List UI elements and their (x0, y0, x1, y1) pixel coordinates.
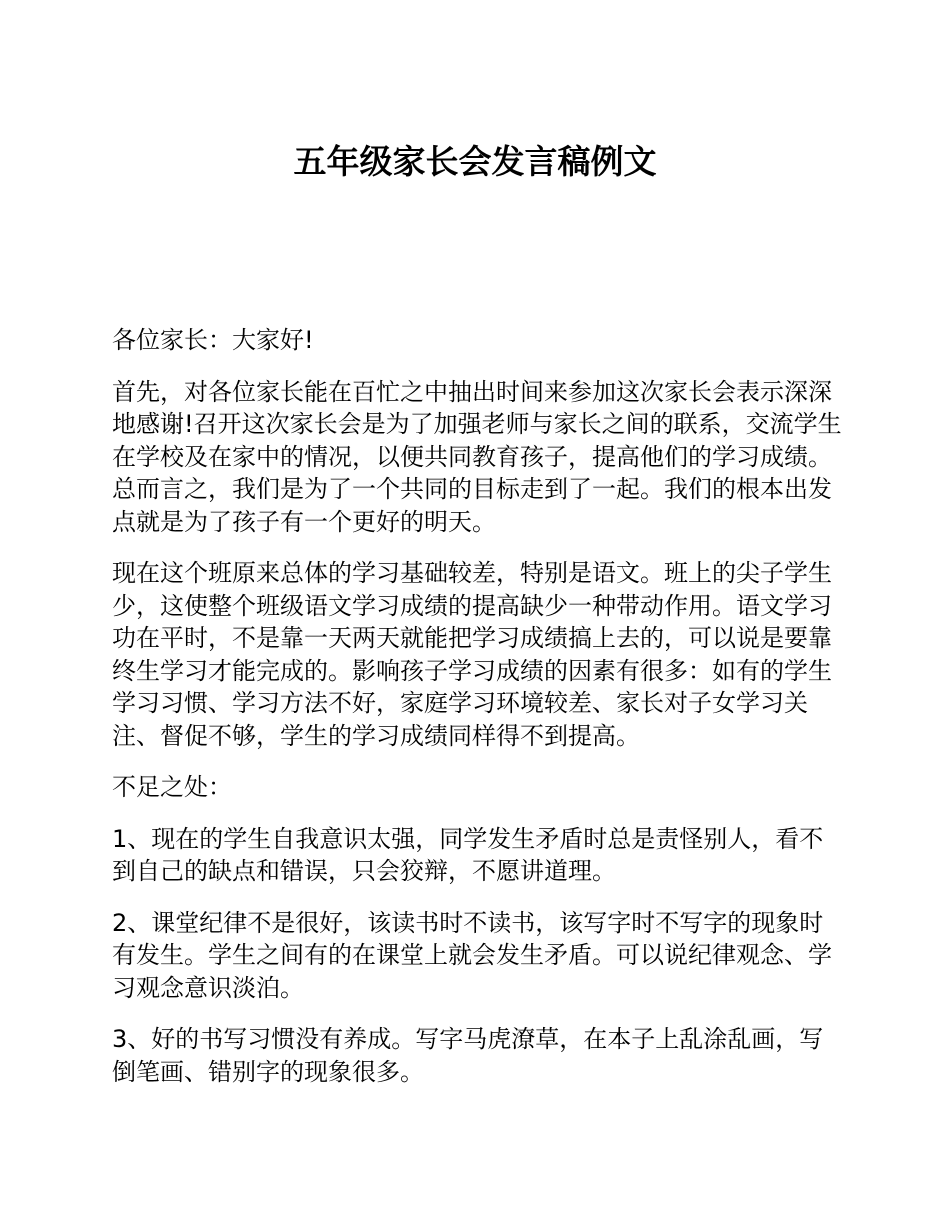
shortcoming-item-2: 2、课堂纪律不是很好，该读书时不读书，该写字时不写字的现象时有发生。学生之间有的在课堂上就会发生矛盾。可以说纪律观念、学习观念意识淡泊。 (112, 908, 832, 1002)
document-title: 五年级家长会发言稿例文 (293, 142, 657, 181)
document-body (112, 324, 847, 1107)
greeting-paragraph: 各位家长：大家好! (112, 326, 314, 354)
shortcomings-heading: 不足之处： (112, 773, 232, 801)
shortcoming-item-1: 1、现在的学生自我意识太强，同学发生矛盾时总是责怪别人，看不到自己的缺点和错误，只会狡辩，不愿讲道理。 (112, 824, 824, 885)
class-situation-paragraph: 现在这个班原来总体的学习基础较差，特别是语文。班上的尖子学生少，这使整个班级语文学习成绩的提高缺少一种带动作用。语文学习功在平时，不是靠一天两天就能把学习成绩搞上去的，可以说是要靠终生学习才能完成的。影响孩子学习成绩的因素有很多：如有的学生学习习惯、学习方法不好，家庭学习环境较差、家长对子女学习关注、督促不够，学生的学习成绩同样得不到提高。 (112, 559, 832, 750)
intro-paragraph: 首先，对各位家长能在百忙之中抽出时间来参加这次家长会表示深深地感谢!召开这次家长会是为了加强老师与家长之间的联系，交流学生在学校及在家中的情况，以便共同教育孩子，提高他们的学习成绩。总而言之，我们是为了一个共同的目标走到了一起。我们的根本出发点就是为了孩子有一个更好的明天。 (112, 377, 842, 536)
shortcoming-item-3: 3、好的书写习惯没有养成。写字马虎潦草，在本子上乱涂乱画，写倒笔画、错别字的现象很多。 (112, 1025, 824, 1086)
